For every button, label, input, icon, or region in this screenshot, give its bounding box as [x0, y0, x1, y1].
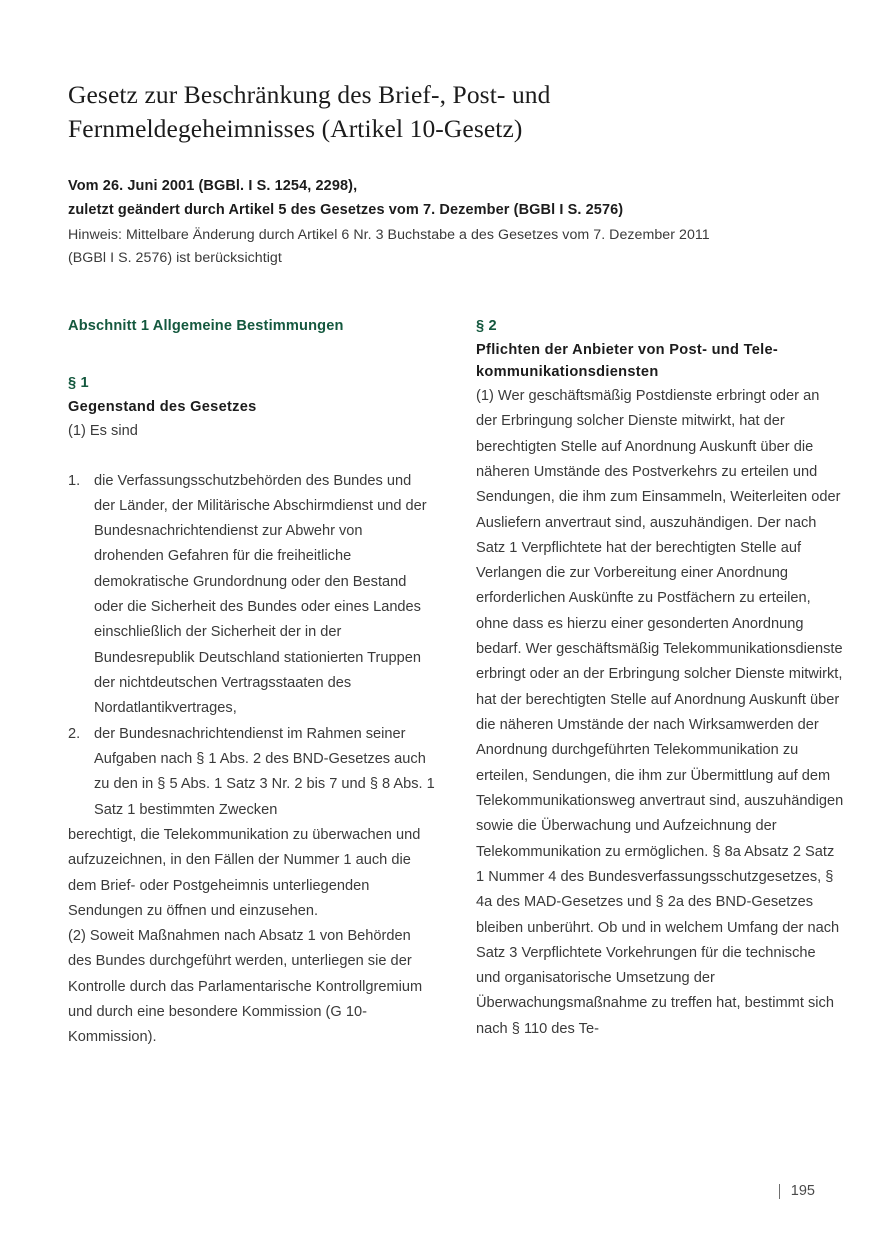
page-number: 195: [790, 1183, 815, 1199]
page-title: [68, 78, 688, 145]
paragraph-number-2: § 2: [476, 318, 497, 335]
paragraph-2-text: (2) Soweit Maßnahmen nach Absatz 1 von Behörden des Bundes durchgeführt werden, unterliegen sie der Kontrolle durch das Parlamentarische Kontrollgremium und durch eine besondere Kommission (G 10-Kommission).: [68, 928, 423, 1046]
section-heading-abschnitt-1: Abschnitt 1 Allgemeine Bestimmungen: [68, 318, 344, 335]
citation-line-1: Vom 26. Juni 2001 (BGBl. I S. 1254, 2298),: [68, 178, 358, 195]
list-item: [68, 469, 436, 722]
page-title-line-1: Gesetz zur Beschränkung des Brief-, Post- und: [68, 80, 551, 109]
notice-lines: [68, 224, 815, 270]
notice-line-2: (BGBl I S. 2576) ist berücksichtigt: [68, 250, 282, 267]
paragraph-title-1: Gegenstand des Gesetzes: [68, 399, 257, 416]
right-column: [476, 316, 844, 1042]
paragraph-title-2-line-1: Pflichten der Anbieter von Post- und Tele-: [476, 342, 779, 359]
list-item-text: die Verfassungsschutzbehörden des Bundes und der Länder, der Militärische Abschirmdienst und der Bundesnachrichtendienst zur Abwehr von drohenden Gefahren für die freiheitliche demokratische Grundordnung oder den Bestand oder die Sicherheit des Bundes oder eines Landes einschließlich der Sicherheit der in der Bundesrepublik Deutschland stationierten Truppen der nichtdeutschen Vertragsstaaten des Nordatlantikvertrages,: [94, 472, 427, 717]
document-meta: [68, 175, 815, 270]
paragraph-1-continuation: berechtigt, die Telekommunikation zu überwachen und aufzuzeichnen, in den Fällen der Nummer 1 auch die dem Brief- oder Postgeheimnis unterliegenden Sendungen zu öffnen und einzusehen.: [68, 826, 421, 919]
notice-line-1: Hinweis: Mittelbare Änderung durch Artikel 6 Nr. 3 Buchstabe a des Gesetzes vom 7. Dezember 2011: [68, 227, 710, 244]
list-item-text: der Bundesnachrichtendienst im Rahmen seiner Aufgaben nach § 1 Abs. 2 des BND-Gesetzes auch zu den in § 5 Abs. 1 Satz 3 Nr. 2 bis 7 und § 8 Abs. 1 Satz 1 bestimmten Zwecken: [94, 725, 435, 818]
paragraph-2-section-2-text: (1) Wer geschäftsmäßig Postdienste erbringt oder an der Erbringung solcher Dienste mitwirkt, hat der berechtigten Stelle auf Anordnung Auskunft über die näheren Umstände des Postverkehrs zu erteilen und Sendungen, die ihm zum Einsammeln, Weiterleiten oder Ausliefern anvertraut sind, auszuhändigen. Der nach Satz 1 Verpflichtete hat der berechtigten Stelle auf Verlangen die zur Vorbereitung einer Anordnung erforderlichen Auskünfte zu Postfächern zu erteilen, ohne dass es hierzu einer gesonderten Anordnung bedarf. Wer geschäftsmäßig Telekommunikationsdienste erbringt oder an der Erbringung solcher Dienste mitwirkt, hat der berechtigten Stelle auf Anordnung Auskunft über die näheren Umstände der nach Wirksamwerden der Anordnung durchgeführten Telekommunikation zu erteilen, Sendungen, die ihm zur Übermittlung auf dem Telekommunikationsweg anvertraut sind, auszuhändigen sowie die Überwachung und Aufzeichnung der Telekommunikation zu ermöglichen. § 8a Absatz 2 Satz 1 Nummer 4 des Bundesverfassungsschutzgesetzes, § 4a des MAD-Gesetzes und § 2a des BND-Gesetzes bleiben unberührt. Ob und in welchem Umfang der nach Satz 3 Verpflichtete Vorkehrungen für die technische und organisatorische Umsetzung der Überwachungsmaßnahme zu treffen hat, bestimmt sich nach § 110 des Te-: [476, 387, 844, 1037]
page-title-line-2: Fernmeldegeheimnisses (Artikel 10-Gesetz): [68, 113, 523, 143]
citation-lines: [68, 175, 815, 222]
body-columns: [68, 316, 844, 1050]
enumerated-list: [68, 469, 436, 823]
citation-line-2: zuletzt geändert durch Artikel 5 des Gesetzes vom 7. Dezember (BGBl I S. 2576): [68, 201, 624, 218]
paragraph-number-1: § 1: [68, 375, 89, 392]
paragraph-title-2: [476, 340, 844, 384]
left-column: [68, 316, 436, 1050]
footer-divider: [779, 1184, 780, 1199]
paragraph-1-intro: (1) Es sind: [68, 423, 138, 440]
list-item-marker: 2.: [68, 725, 81, 742]
page-footer: [779, 1183, 815, 1199]
paragraph-title-2-line-2: kommunikationsdiensten: [476, 364, 659, 381]
list-item-marker: 1.: [68, 472, 81, 489]
list-item: [68, 722, 436, 823]
